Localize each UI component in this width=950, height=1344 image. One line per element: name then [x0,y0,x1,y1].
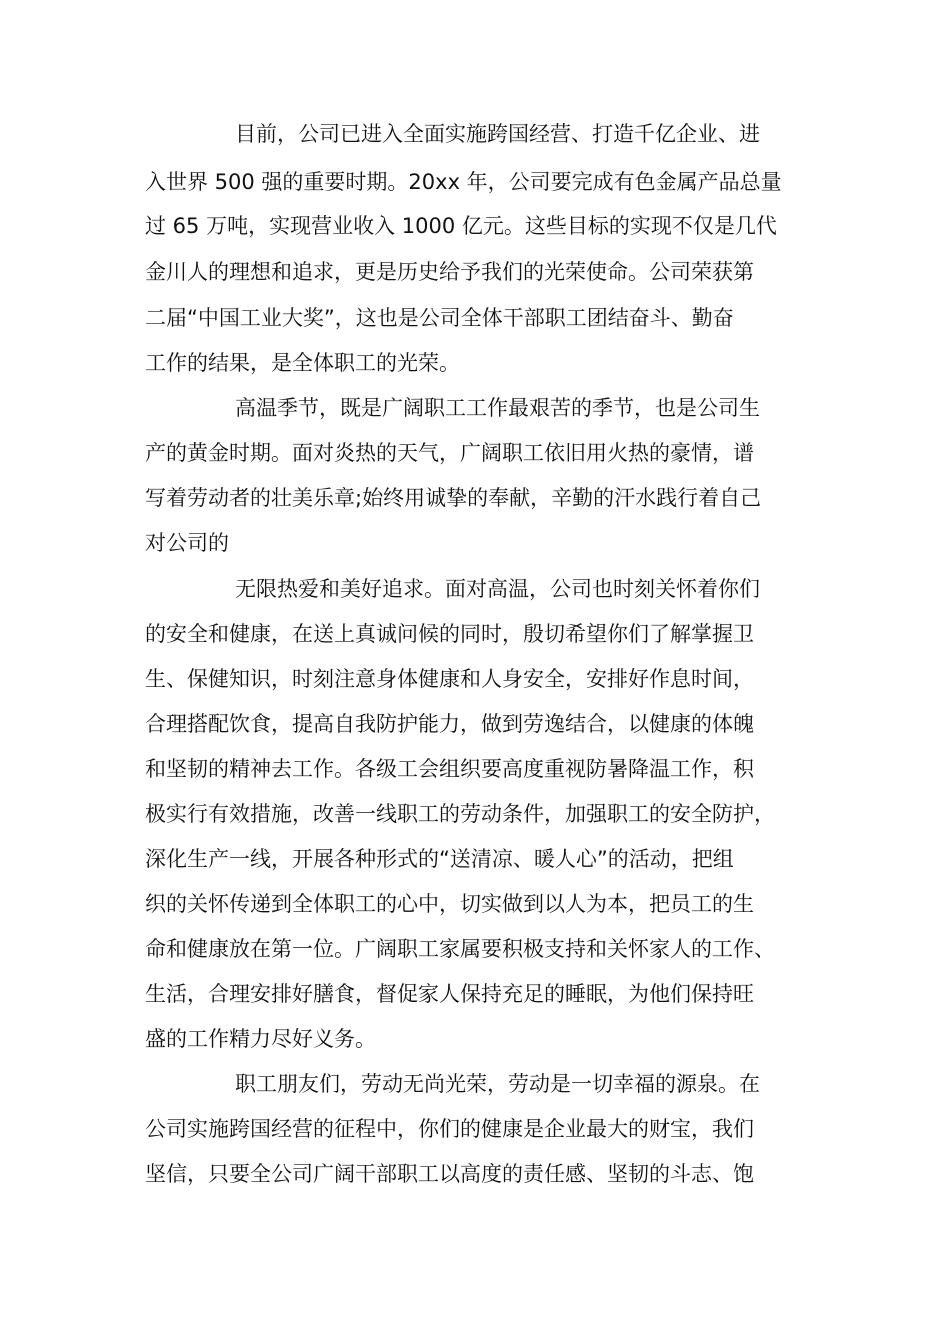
text-line: 二届“中国工业大奖”，这也是公司全体干部职工团结奋斗、勤奋 [145,306,734,330]
text-line: 的安全和健康，在送上真诚问候的同时，殷切希望你们了解掌握卫 [145,622,754,646]
text-line: 命和健康放在第一位。广阔职工家属要积极支持和关怀家人的工作、 [145,937,775,961]
text-line: 生活，合理安排好膳食，督促家人保持充足的睡眠，为他们保持旺 [145,982,754,1006]
text-line: 深化生产一线，开展各种形式的“送清凉、暖人心”的活动，把组 [145,847,734,871]
text-line: 目前，公司已进入全面实施跨国经营、打造千亿企业、进 [235,122,760,146]
text-line: 合理搭配饮食，提高自我防护能力，做到劳逸结合，以健康的体魄 [145,712,754,736]
text-line: 坚信，只要全公司广阔干部职工以高度的责任感、坚韧的斗志、饱 [145,1162,754,1186]
text-line: 生、保健知识，时刻注意身体健康和人身安全，安排好作息时间， [145,667,754,691]
text-line: 和坚韧的精神去工作。各级工会组织要高度重视防暑降温工作，积 [145,757,754,781]
text-line: 金川人的理想和追求，更是历史给予我们的光荣使命。公司荣获第 [145,260,754,284]
text-line: 入世界 500 强的重要时期。20xx 年，公司要完成有色金属产品总量 [145,170,782,194]
text-line: 织的关怀传递到全体职工的心中，切实做到以人为本，把员工的生 [145,892,754,916]
text-line: 职工朋友们，劳动无尚光荣，劳动是一切幸福的源泉。在 [235,1072,760,1096]
text-line: 工作的结果，是全体职工的光荣。 [145,351,460,375]
text-line: 无限热爱和美好追求。面对高温，公司也时刻关怀着你们 [235,577,760,601]
text-line: 产的黄金时期。面对炎热的天气，广阔职工依旧用火热的豪情，谱 [145,441,754,465]
text-line: 盛的工作精力尽好义务。 [145,1027,376,1051]
text-line: 高温季节，既是广阔职工工作最艰苦的季节，也是公司生 [235,396,760,420]
text-line: 写着劳动者的壮美乐章;始终用诚挚的奉献，辛勤的汗水践行着自己 [145,486,762,510]
text-line: 过 65 万吨，实现营业收入 1000 亿元。这些目标的实现不仅是几代 [145,214,777,238]
text-line: 极实行有效措施，改善一线职工的劳动条件，加强职工的安全防护， [145,802,775,826]
text-line: 公司实施跨国经营的征程中，你们的健康是企业最大的财宝，我们 [145,1117,754,1141]
text-line: 对公司的 [145,531,229,555]
